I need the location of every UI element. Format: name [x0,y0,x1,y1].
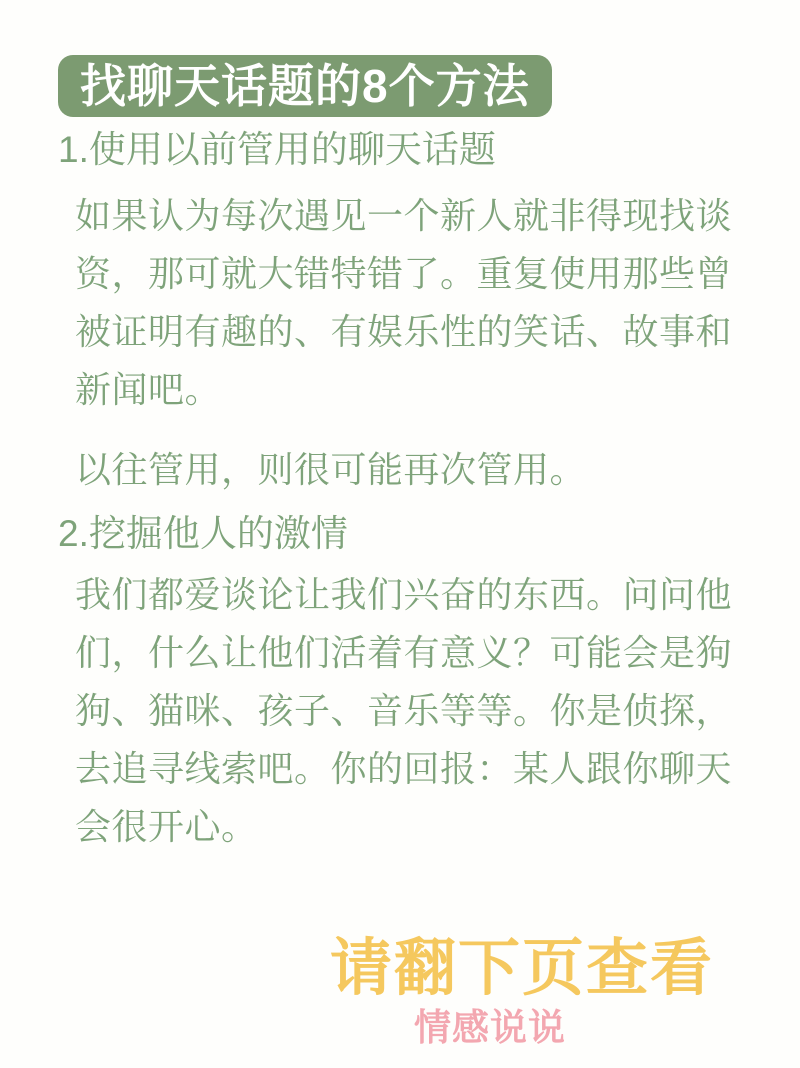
page-title: 找聊天话题的8个方法 [58,55,552,117]
section-1-heading: 1.使用以前管用的聊天话题 [58,129,496,170]
section-2-paragraph: 我们都爱谈论让我们兴奋的东西。问问他们，什么让他们活着有意义？可能会是狗狗、猫咪、孩子、音乐等等。你是侦探，去追寻线索吧。你的回报：某人跟你聊天会很开心。 [75,574,733,847]
next-page-prompt: 请翻下页查看 [330,934,715,1003]
watermark-label: 情感说说 [414,1007,566,1048]
section-1-paragraph: 如果认为每次遇见一个新人就非得现找谈资，那可就大错特错了。重复使用那些曾被证明有趣的、有娱乐性的笑话、故事和新闻吧。 [75,195,733,410]
section-2-heading: 2.挖掘他人的激情 [58,513,348,554]
section-1-summary-line: 以往管用，则很可能再次管用。 [75,449,587,490]
